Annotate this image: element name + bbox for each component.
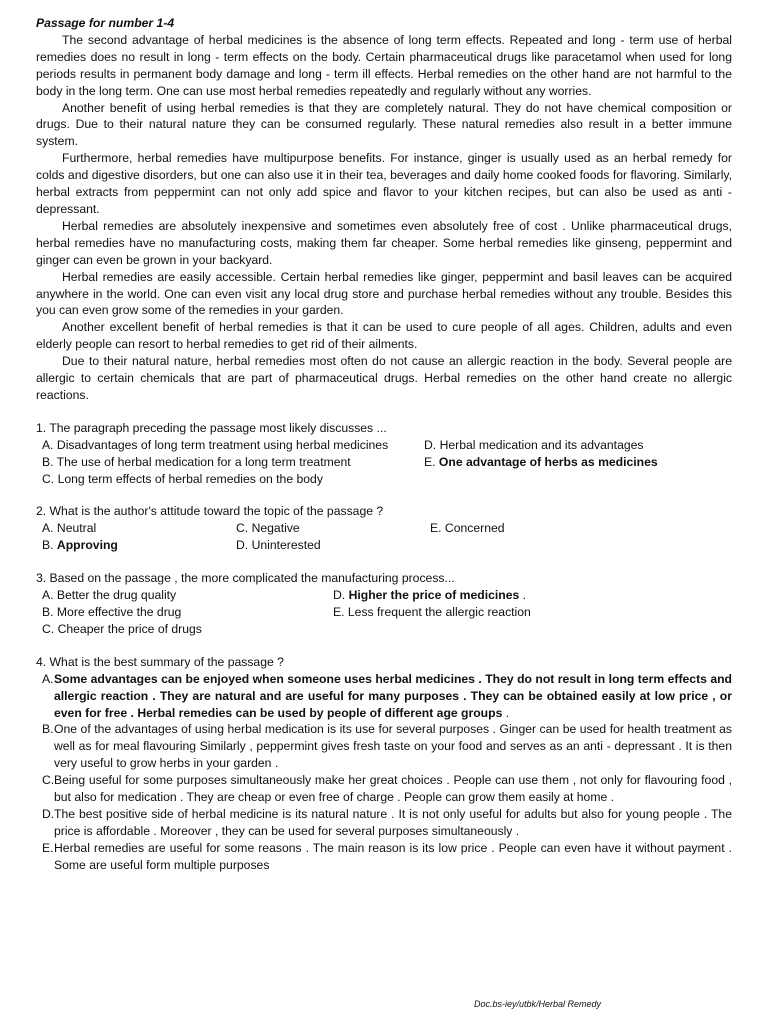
q4-option-a-tail: . [502,705,510,720]
q4-option-a-answer: Some advantages can be enjoyed when someone uses herbal medicines . They do not result in long term effects and allergic reaction . They are natural and are useful for many purposes . They can be obtained easily at low price , or even for free . Herbal remedies can be used by people of different age groups [54,671,732,720]
question-4 [36,654,732,874]
q2-option-a: A. Neutral [42,521,97,536]
q4-option-e [42,840,732,874]
passage-paragraph: Another excellent benefit of herbal remedies is that it can be used to cure people of all ages. Children, adults and even elderly people can resort to herbal remedies to get rid of their ailments. [36,320,732,352]
question-2 [36,503,732,554]
question-1-text: 1. The paragraph preceding the passage most likely discusses ... [36,420,387,435]
passage-paragraph: Herbal remedies are absolutely inexpensive and sometimes even absolutely free of cost . Unlike pharmaceutical drugs, herbal remedies have no manufacturing costs, making them far cheaper. Some herbal remedies like ginseng, peppermint and ginger can even be grown in your backyard. [36,218,732,267]
q4-option-label: E. [42,840,54,855]
q3-option-b: B. More effective the drug [42,605,182,619]
q1-option-c: C. Long term effects of herbal remedies on the body [42,471,323,486]
q3-option-a: A. Better the drug quality [42,588,177,603]
q4-option-a [42,671,732,722]
q1-option-d: D. Herbal medication and its advantages [424,437,644,452]
question-4-options [36,671,732,874]
passage-paragraph: Herbal remedies are easily accessible. Certain herbal remedies like ginger, peppermint and basil leaves can be acquired anywhere in the world. One can even visit any local drug store and purchase herbal remedies without any trouble. Besides this you can even grow some of the remedies in your garden. [36,269,732,318]
q3-option-d [333,587,732,604]
q4-option-label: B. [42,722,54,737]
question-4-text: 4. What is the best summary of the passage ? [36,654,284,669]
q4-option-label: C. [42,773,55,788]
question-3-options [42,587,732,638]
q1-option-e-answer: One advantage of herbs as medicines [438,454,658,469]
passage-paragraph: Another benefit of using herbal remedies is that they are completely natural. They do not have chemical composition or drugs. Due to their natural nature they can be consumed regularly. These natural remedies also result in a better immune system. [36,100,732,149]
q3-option-d-label: D. [333,588,349,603]
q4-option-text: The best positive side of herbal medicine is its natural nature . It is not only useful for adults but also for young people . The price is affordable . Moreover , they can be used for several purposes simultaneously . [54,806,732,838]
q2-option-e: E. Concerned [430,521,505,536]
q4-option-text: One of the advantages of using herbal medication is its use for several purposes . Ginger can be used for health treatment as well as for meal flavouring Similarly , peppermint gives fresh taste on your food and serves as an anti - depressant . It is then very useful to grow herbs in your garden . [54,722,732,771]
q4-option-text: Herbal remedies are useful for some reasons . The main reason is its low price . People can even have it without payment . Some are useful form multiple purposes [54,840,732,872]
q4-option-d [42,806,732,840]
q4-option-label: D. [42,806,55,821]
question-3-text: 3. Based on the passage , the more complicated the manufacturing process... [36,571,455,586]
passage-title: Passage for number 1-4 [36,16,175,30]
q4-option-b [42,721,732,772]
content [36,15,732,874]
passage-paragraph: Due to their natural nature, herbal remedies most often do not cause an allergic reaction in the body. Several people are allergic to certain chemicals that are part of pharmaceutical drugs. Herbal remedies on the other hand create no allergic reactions. [36,354,732,402]
q4-option-c [42,772,732,806]
passage [36,32,732,404]
q4-option-text [54,671,732,722]
q3-option-c: C. Cheaper the price of drugs [42,621,202,636]
question-1 [36,420,732,488]
q2-option-b-label: B. [42,538,57,553]
q4-option-text: Being useful for some purposes simultaneously make her great choices . People can use them , not only for flavouring food , but also for medication . They are cheap or even free of charge . People can grow them easily at home . [54,773,732,805]
q2-option-b-answer: Approving [56,538,118,553]
q1-option-e-label: E. [424,454,439,469]
q1-option-e [424,454,732,471]
document-footer: Doc.bs-iey/utbk/Herbal Remedy [474,999,602,1009]
q2-option-c: C. Negative [236,521,300,536]
q1-option-b: B. The use of herbal medication for a long term treatment [42,454,351,469]
q2-option-b [42,537,236,554]
question-2-text: 2. What is the author's attitude toward the topic of the passage ? [36,504,384,519]
passage-paragraph: The second advantage of herbal medicines is the absence of long term effects. Repeated and long - term use of herbal remedies does no result in long - term effects on the body. Certain pharmaceutical drugs like paracetamol when used for long periods results in permanent body damage and long - term ill effects. Herbal remedies on the other hand are not harmful to the body in the long term. One can use most herbal remedies repeatedly and regularly without any worries. [36,32,732,98]
question-1-options [42,437,732,488]
q2-option-d: D. Uninterested [236,538,321,553]
q4-option-label: A. [42,671,54,686]
q3-option-d-tail: . [519,588,527,603]
q1-option-a: A. Disadvantages of long term treatment using herbal medicines [42,437,389,452]
question-2-options [42,520,732,554]
question-3 [36,570,732,638]
q3-option-d-answer: Higher the price of medicines [348,588,520,603]
passage-paragraph: Furthermore, herbal remedies have multipurpose benefits. For instance, ginger is usually used as an herbal remedy for colds and digestive disorders, but one can also use it in their tea, beverages and daily home cooked foods for flavoring. Similarly, herbal extracts from peppermint can not only add spice and flavor to your kitchen recipes, but can also be used as anti - depressant. [36,151,732,216]
q3-option-e: E. Less frequent the allergic reaction [333,605,531,619]
